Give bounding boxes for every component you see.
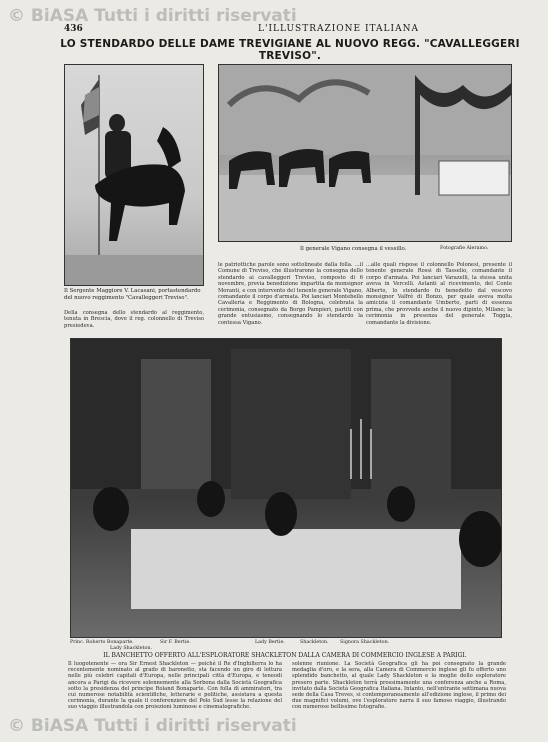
standard-bearer-illustration — [65, 65, 203, 285]
article-column-1: Della consegna dello stendardo al reggimento, tenuta in Brescia, dove il reg. colonnello di Treviso presiedeva. — [64, 310, 204, 329]
banquet-illustration — [71, 339, 501, 637]
banquet-name-line2: Lady Shackleton. — [110, 646, 152, 651]
banquet-title: IL BANCHETTO OFFERTO ALL'ESPLORATORE SHACKLETON DALLA CAMERA DI COMMERCIO INGLESE A PARIGI. — [103, 652, 467, 659]
photo1-caption: Il Sergente Maggiore V. Lacasani, portastendardo del nuovo reggimento "Cavalleggeri Treviso". — [64, 288, 201, 301]
photo-banquet — [70, 338, 502, 638]
photo2-caption: Il generale Vigano consegna il vessillo. — [300, 246, 407, 252]
watermark-top: © BiASA Tutti i diritti riservati — [8, 6, 297, 26]
photo2-credit: Fotografie Aleramo. — [440, 246, 489, 251]
banquet-name-3: Lady Bertie. — [255, 640, 285, 645]
banquet-name-1: Princ. Roberto Bonaparte. — [70, 640, 134, 645]
photo-ceremony — [218, 64, 512, 242]
banquet-column-1: Il luogotenente — ora Sir Ernest Shackleton — poiché il Re d'Inghilterra lo ha recentemente nominato al grado di baronetto, sta facendo un giro di lettura nelle più celebri capitali d'Europa, nelle principali città d'Europa, e teneodi ancora a Parigi da ricevere solennemente alla Sorbona dalla Società Geografica sotto la presidenza del principe Roland Bonaparte. Con folla di ammiratori, tra cui numerose notabilità scientifiche, letterarie e politiche, assistava a questa cerimonia, durante la quale il conferenziere del Polo Sud lesse la relazione del suo viaggio illustrandola con proiezioni luminose e cinematografiche. — [68, 661, 282, 711]
banquet-name-4: Shackleton. — [300, 640, 329, 645]
page-number: 436 — [64, 24, 83, 34]
article-title: LO STENDARDO DELLE DAME TREVIGIANE AL NUOVO REGG. "CAVALLEGGERI TREVISO". — [60, 38, 520, 62]
watermark-bottom: © BiASA Tutti i diritti riservati — [8, 716, 297, 736]
publication-name: L'ILLUSTRAZIONE ITALIANA — [258, 24, 419, 34]
ceremony-illustration — [219, 65, 511, 241]
article-column-3: ...alle quali rispose il colonnello Polonesi, presente il tenente generale Rossi di Tasselio, comandante il corpo d'armata. Poi lanciari Varazelli, la stessa unita aveva in Vercelli. Astanti al ricevimento, del Conte Alberto, lo stendardo fu benedetto dal vescovo monsignor Valfrè di Bonzo, per quale aveva molta amicizia il comandante Umberto, parti di essenza prima, che provvede anche il nuovo dipinto, Milano; la cerimonia in presenza del generale Toggia, comandante la divisione. — [366, 262, 512, 326]
banquet-column-2: solenne riunione. La Società Geografica gli ha poi consegnato la grande medaglia d'oro, e la sera, alla Camera di Commercio inglese gli fu offerto uno splendido banchetto, al quale Lady Shackleton e la moglie dello esploratore presero parte. Shackleton terrà prossimamente una conferenza anche a Roma, invitato dalla Società Geografica Italiana. Intanto, nell'entrante settimana nuova sede della Casa Treves, si contemporaneamente all'edizione inglese, il primo dei due magnifici volumi, ove l'esploratore narra il suo famoso viaggio, illustrando con numerose bellissime fotografie. — [292, 661, 506, 711]
banquet-name-5: Signora Shackleton. — [340, 640, 390, 645]
article-column-2: le patriottiche parole sono sottolineate dalla folla. ...il Comune di Treviso, che illustrarono la consegna dello stendardo ai cavalleggeri Treviso, composto di 6 novembre, previa benedizione impartita da monsignor Moranti, e con intervento del tenente generale Vigano, comandante il corpo d'armata. Poi lanciari Montebello Cavalleria e Reggimento di Bologna, celebrata la cerimonia, consegnato da Borgo Pampieri, partiti con grande entusiasmo, consegnando lo stendardo la contessa Vigano. — [218, 262, 363, 326]
photo-standard-bearer — [64, 64, 204, 286]
banquet-name-2: Sir F. Bertie. — [160, 640, 191, 645]
